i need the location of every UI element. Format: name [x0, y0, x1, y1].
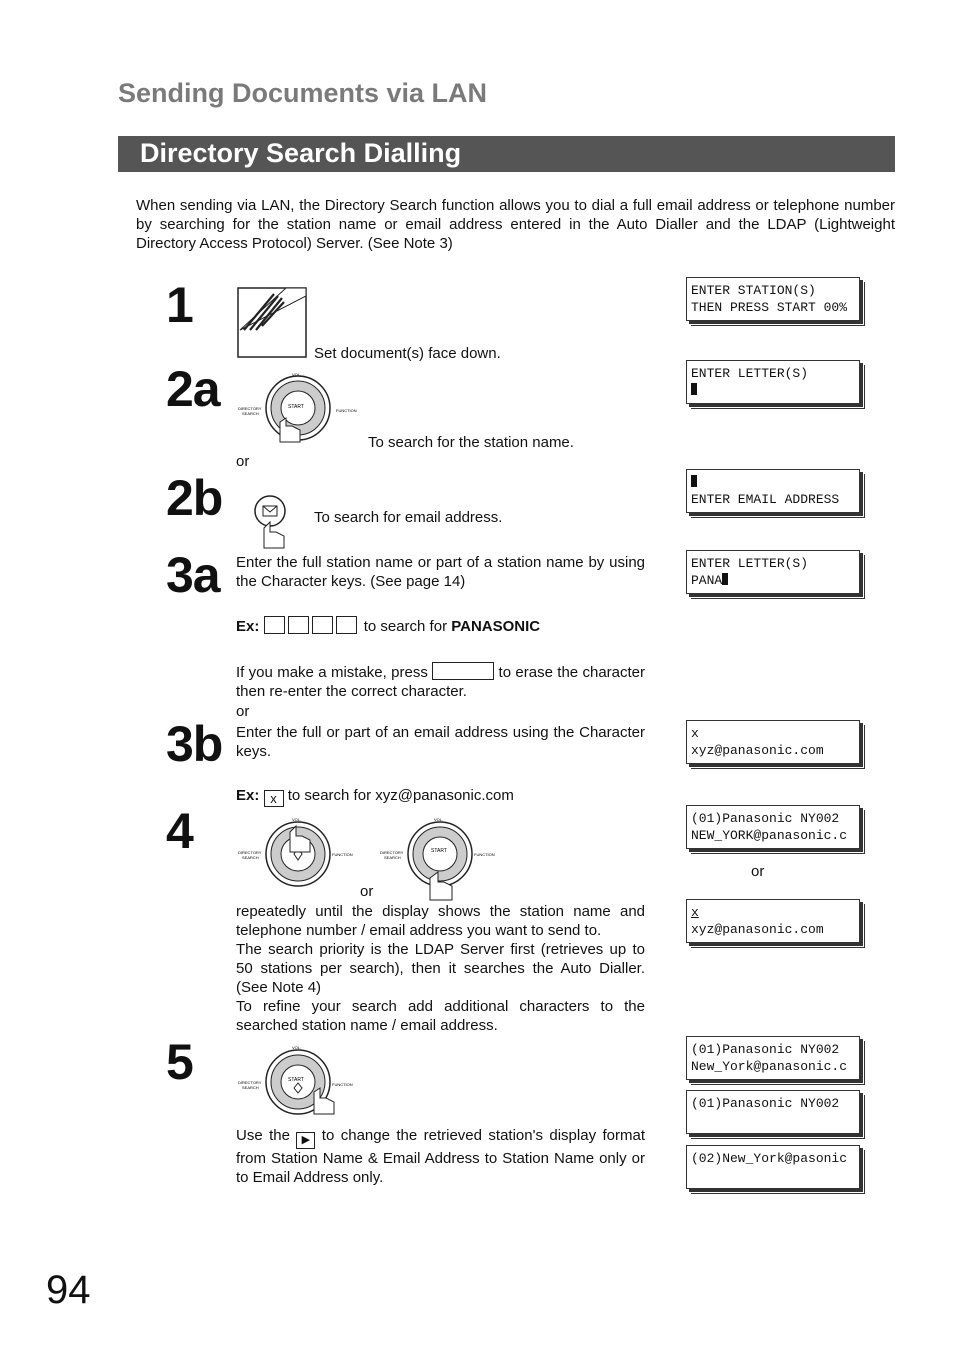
dial-vol-label: VOL.: [292, 1045, 302, 1050]
step4-text-1: repeatedly until the display shows the station name and telephone number / email address you want to send to.: [236, 903, 645, 939]
dial-directory-label: DIRECTORY: [238, 850, 262, 855]
lcd-line: ENTER EMAIL ADDRESS: [691, 492, 840, 507]
step1-text: Set document(s) face down.: [314, 345, 501, 362]
dial-start-label: START: [431, 848, 447, 854]
lcd-or-separator: or: [751, 863, 765, 880]
step-number-5: 5: [166, 1034, 193, 1090]
control-dial-down-icon: [378, 812, 502, 902]
step2a-text: To search for the station name.: [368, 434, 574, 451]
step5-text: [236, 1126, 645, 1187]
dial-start-label: START: [288, 1077, 304, 1083]
lcd-line: ENTER STATION(S): [691, 283, 816, 298]
lcd-step2b: [686, 469, 860, 513]
lcd-step3a: [686, 550, 860, 594]
lcd-line: (01)Panasonic NY002: [691, 1042, 840, 1057]
or-separator: or: [236, 453, 250, 470]
step-number-2a: 2a: [166, 361, 220, 417]
lcd-step1: [686, 277, 860, 321]
dial-directory-label: DIRECTORY: [238, 406, 262, 411]
control-dial-icon: [236, 368, 360, 446]
lcd-line: x: [691, 905, 699, 920]
lcd-line: New_York@panasonic.c: [691, 1059, 848, 1074]
step4-text-2: The search priority is the LDAP Server first (retrieves up to 50 stations per search), then it searches the Auto Dialler. (See Note 4): [236, 941, 645, 996]
intro-paragraph: When sending via LAN, the Directory Search function allows you to dial a full email address or telephone number by searching for the station name or email address entered in the Auto Dialler and the LDAP (Lightweight Directory Access Protocol) Server. (See Note 3): [136, 197, 895, 252]
lcd-line: THEN PRESS START 00%: [691, 300, 848, 315]
lcd-step4-b: [686, 899, 860, 943]
lcd-line: x: [691, 726, 699, 741]
lcd-line: (02)New_York@pasonic: [691, 1151, 848, 1166]
step-number-2b: 2b: [166, 470, 223, 526]
lcd-line: ENTER LETTER(S): [691, 366, 809, 381]
step3a-text: Enter the full station name or part of a station name by using the Character keys. (See page 14): [236, 554, 645, 590]
lcd-step5-b: [686, 1090, 860, 1134]
step3b-example: [236, 786, 514, 807]
step-number-3a: 3a: [166, 547, 220, 603]
clear-key: [432, 662, 494, 680]
ex-label: Ex:: [236, 618, 260, 635]
lcd-step5-a: [686, 1036, 860, 1080]
email-button-icon: [252, 494, 292, 550]
lcd-cursor: [691, 475, 697, 487]
lcd-step5-c: [686, 1145, 860, 1189]
step3b-text: Enter the full or part of an email address using the Character keys.: [236, 724, 645, 760]
ex-text: to search for: [363, 618, 448, 635]
character-key: [336, 616, 357, 634]
lcd-line: xyz@panasonic.com: [691, 743, 824, 758]
dial-directory-label: DIRECTORY: [380, 850, 404, 855]
step4-text: [236, 902, 645, 1035]
dial-function-label: FUNCTION: [474, 852, 495, 857]
lcd-line: ENTER LETTER(S): [691, 556, 809, 571]
dial-vol-label: VOL.: [434, 817, 444, 822]
control-dial-up-icon: [236, 812, 360, 892]
lcd-line: (01)Panasonic NY002: [691, 1096, 840, 1111]
banner-title: Directory Search Dialling: [140, 138, 462, 168]
step2b-text: To search for email address.: [314, 509, 503, 526]
ex-label: Ex:: [236, 787, 260, 804]
dial-search-label: SEARCH: [242, 1085, 259, 1090]
step5-text-pre: Use the: [236, 1127, 290, 1144]
mistake-text-pre: If you make a mistake, press: [236, 664, 428, 681]
lcd-line: PANA: [691, 573, 723, 588]
dial-function-label: FUNCTION: [336, 408, 357, 413]
step3a-example: [236, 616, 540, 636]
page-number: 94: [46, 1268, 91, 1312]
title-banner: [118, 136, 895, 172]
lcd-step4-a: [686, 805, 860, 849]
step-number-1: 1: [166, 277, 193, 333]
right-arrow-key-icon: ▶: [296, 1132, 315, 1149]
section-title: Sending Documents via LAN: [118, 78, 488, 108]
document-icon: [236, 286, 308, 360]
dial-vol-label: VOL.: [292, 817, 302, 822]
dial-function-label: FUNCTION: [332, 852, 353, 857]
step-number-3b: 3b: [166, 716, 223, 772]
dial-search-label: SEARCH: [242, 855, 259, 860]
lcd-step3b: [686, 720, 860, 764]
lcd-line: xyz@panasonic.com: [691, 922, 824, 937]
lcd-step2a: [686, 360, 860, 404]
or-separator: or: [236, 703, 250, 720]
step-number-4: 4: [166, 803, 193, 859]
lcd-cursor: [722, 573, 728, 585]
step4-text-3: To refine your search add additional characters to the searched station name / email address.: [236, 998, 645, 1034]
dial-search-label: SEARCH: [242, 411, 259, 416]
control-dial-right-icon: [236, 1042, 360, 1118]
dial-vol-label: VOL.: [292, 372, 302, 377]
dial-function-label: FUNCTION: [332, 1082, 353, 1087]
dial-start-label: START: [288, 404, 304, 410]
mistake-text-post: to erase the character then re-enter the correct character.: [236, 664, 646, 700]
step3a-mistake: [236, 662, 645, 701]
step5-text-post: to change the retrieved station's display format from Station Name & Email Address to Station Name only or to Email Address only.: [236, 1127, 645, 1186]
or-separator: or: [360, 883, 374, 900]
character-key: [288, 616, 309, 634]
lcd-line: (01)Panasonic NY002: [691, 811, 840, 826]
character-key: [312, 616, 333, 634]
lcd-line: NEW_YORK@panasonic.c: [691, 828, 848, 843]
character-key: [264, 616, 285, 634]
dial-search-label: SEARCH: [384, 855, 401, 860]
character-key-x: x: [264, 790, 284, 807]
dial-directory-label: DIRECTORY: [238, 1080, 262, 1085]
ex-bold-term: PANASONIC: [451, 618, 541, 635]
lcd-cursor: [691, 383, 697, 395]
ex-text: to search for xyz@panasonic.com: [287, 787, 514, 804]
